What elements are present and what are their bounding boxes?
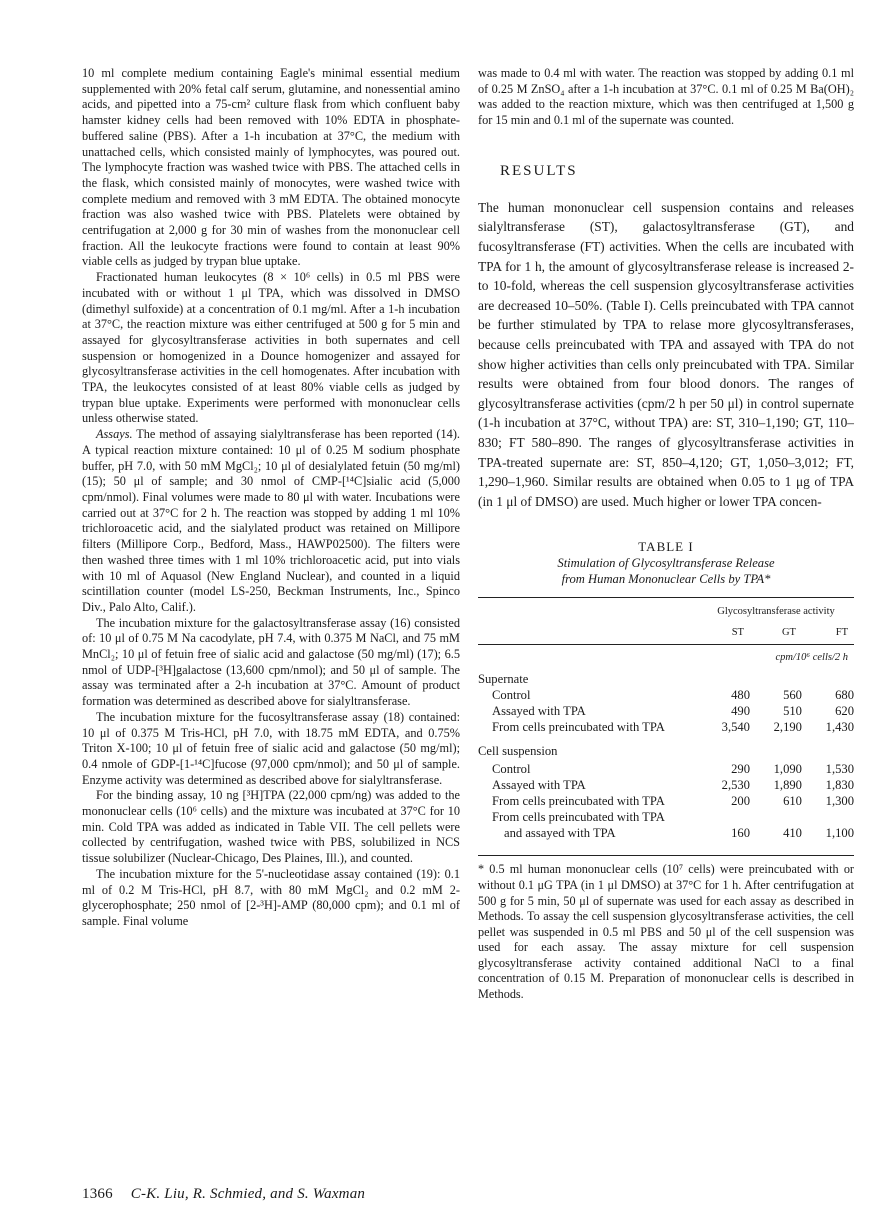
body-paragraph: The incubation mixture for the galactosyltransferase assay (16) consisted of: 10 μl of 0.75 M Na cacodylate, pH 7.4, with 0.375 M NaCl, and 75 mM MnCl₂; 10 μl of fetuin free of sialic acid and galactose (50 mg/ml) (17); 6.5 nmol of UDP-[³H]galactose (13,600 cpm/nmol); and 50 μl of sample. The assay was terminated after a 2-h incubation at 37°C. Amount of product formation was determined as described above for sialyltransferase.	[82, 615, 460, 709]
section-label: Cell suspension	[478, 744, 558, 759]
column-header: FT	[835, 627, 848, 639]
page-number: 1366	[82, 1186, 113, 1202]
table-footnote: * 0.5 ml human mononuclear cells (10⁷ cells) were preincubated with or without 0.1 μG TPA (in 1 μl DMSO) at 37°C for 1 h. After centrifugation at 500 g for 5 min, 50 μl of supernate was used for each assay as described in Methods. To assay the cell suspension glycosyltransferase activities, the cell pellet was suspended in 0.5 ml PBS and 50 μl of the cell suspension was used for each assay. The assay mixture for cell suspension glycosyltransferase activity contained additional NaCl to a final concentration of 0.15 M. Preparation of mononuclear cells is described in Methods.	[478, 855, 854, 1002]
body-paragraph: For the binding assay, 10 ng [³H]TPA (22,000 cpm/ng) was added to the mononuclear cells (10⁶ cells) and the mixture was incubated at 37°C for 10 min. Cold TPA was added as indicated in Table VII. The cell pellets were collected by centrifugation, washed twice with PBS, solubilized in NCS tissue solubilizer (Nuclear-Chicago, Des Plaines, Ill.), and counted.	[82, 788, 460, 866]
page-footer	[82, 1186, 365, 1203]
data-table	[478, 597, 854, 841]
table-row: Control 290 1,090 1,530	[492, 762, 854, 777]
results-paragraph: The human mononuclear cell suspension contains and releases sialyltransferase (ST), galactosyltransferase (GT), and fucosyltransferase (FT) activities. When the cells are incubated with TPA for 1 h, the amount of glycosyltransferase release is increased 2- to 10-fold, whereas the cell suspension glycosyltransferase activities are decreased 10–50%. (Table I). Cells preincubated with TPA cannot be further stimulated by TPA to relase more glycosyltransferases, because cells preincubated with TPA and assayed with TPA do not show higher activities than cells only preincubated with TPA. Similar results were obtained from four blood donors. The ranges of glycosyltransferase activities (cpm/2 h per 50 μl) in control supernate (1-h incubation at 37°C, without TPA) are: ST, 310–1,190; GT, 110–830; FT 580–890. The ranges of glycosyltransferase activities in TPA-treated supernate are: ST, 850–4,120; GT, 1,050–3,012; FT, 1,290–1,960. Similar results are obtained when 0.05 to 1 μg of TPA (in 1 μl of DMSO) are used. Much higher or lower TPA concen-	[478, 199, 854, 509]
table-row: From cells preincubated with TPA 200 610 1,300	[492, 794, 854, 809]
table-caption	[478, 539, 854, 587]
body-paragraph: The incubation mixture for the fucosyltransferase assay (18) contained: 10 μl of 0.375 M Tris-HCl, pH 7.0, with 18.75 mM EDTA, and 0.75% Triton X-100; 10 μl of fetuin free of sialic acid and galactose (50 mg/ml); 0.4 nmole of GDP-[1-¹⁴C]fucose (97,000 cpm/nmol); and 50 μl of sample. Enzyme activity was determined as described above for sialyltransferase.	[82, 709, 460, 787]
table-row: From cells preincubated with TPA	[492, 810, 665, 825]
right-column	[478, 66, 854, 1015]
group-header: Glycosyltransferase activity	[698, 598, 854, 623]
assays-paragraph	[82, 427, 460, 615]
table-label: TABLE I	[638, 539, 694, 555]
table-title-line: from Human Mononuclear Cells by TPA*	[561, 572, 771, 587]
table-row: Control 480 560 680	[492, 688, 854, 703]
table-title-line: Stimulation of Glycosyltransferase Release	[557, 556, 775, 571]
assays-text: The method of assaying sialyltransferase has been reported (14). A typical reaction mixture contained: 10 μl of 0.25 M sodium phosphate buffer, pH 7.0, with 50 mM MgCl₂; 10 μl of desialylated fetuin (50 mg/ml) (15); 50 μl of sample; and 30 nmol of CMP-[¹⁴C]sialic acid (5,000 cpm/nmol). Final volumes were made to 80 μl with water. Incubations were carried out at 37°C for 2 h. The reaction was stopped by adding 1 ml 10% trichloroacetic acid, and the sialylated product was retained on Millipore filters (Millipore Corp., Bedford, Mass., HAWP02500). The filters were then washed three times with 1 ml 10% trichloroacetic acid, put into vials with 10 ml of Aquasol (New England Nuclear), and counted in a liquid scintillation counter (model LS-250, Beckman Instruments, Inc., Spinco Div., Palo Alto, Calif.).	[82, 427, 460, 614]
units-label: cpm/10⁶ cells/2 h	[698, 645, 854, 672]
assays-heading: Assays.	[96, 427, 133, 442]
body-paragraph: The incubation mixture for the 5'-nucleotidase assay contained (19): 0.1 ml of 0.2 M Tris-HCl, pH 8.7, with 80 mM MgCl₂ and 0.2 mM 2-glycerophosphate; 250 nmol of [2-³H]-AMP (80,000 cpm); and 0.1 ml of sample. Final volume	[82, 866, 460, 928]
table-row: Assayed with TPA 2,530 1,890 1,830	[492, 778, 854, 793]
body-paragraph: 10 ml complete medium containing Eagle's minimal essential medium supplemented with 20% fetal calf serum, glutamine, and nonessential amino acids, and pipetted into a 75-cm² culture flask from which confluent baby hamster kidney cells had been removed with 10% EDTA in phosphate-buffered saline (PBS). After a 1-h incubation at 37°C, the medium with unattached cells, which consisted mainly of lymphocytes, was poured out. The lymphocyte fraction was washed twice with PBS. The attached cells in the flask, which consisted mainly of monocytes, were washed twice with complete medium and removed with 3 mM EDTA. The obtained monocyte fraction was also washed twice with PBS. Platelets were obtained by centrifugation at 2,000 g for 30 min of washes from the mononuclear cell fraction. All the leukocyte fractions were found to contain at least 90% viable cells as judged by trypan blue uptake.	[82, 66, 460, 269]
column-header: ST	[731, 627, 744, 639]
section-label: Supernate	[478, 672, 529, 687]
table-row: From cells preincubated with TPA 3,540 2,190 1,430	[492, 720, 854, 735]
table-row: Assayed with TPA 490 510 620	[492, 704, 854, 719]
results-heading: RESULTS	[500, 162, 578, 179]
running-authors: C-K. Liu, R. Schmied, and S. Waxman	[130, 1186, 366, 1202]
table-row: and assayed with TPA 160 410 1,100	[504, 826, 854, 841]
column-header: GT	[781, 627, 796, 639]
body-paragraph: Fractionated human leukocytes (8 × 10⁶ cells) in 0.5 ml PBS were incubated with or without 1 μl TPA, which was dissolved in DMSO (dimethyl sulfoxide) at a concentration of 0.1 mg/ml. After a 1-h incubation at 37°C, the reaction mixture was either centrifuged at 500 g for 5 min and assayed for glycosyltransferase activities in both supernates and cell suspension or homogenized in a Dounce homogenizer and assayed for glycosyltransferase activities in the cell homogenates. After incubation with TPA, the leukocytes consisted of at least 80% viable cells as judged by trypan blue uptake. Experiments were performed with mononuclear cells unless otherwise stated.	[82, 270, 460, 426]
left-column	[82, 66, 460, 930]
body-paragraph: was made to 0.4 ml with water. The reaction was stopped by adding 0.1 ml of 0.25 M ZnSO₄ after a 1-h incubation at 37°C. 0.1 ml of 0.25 M Ba(OH)₂ was added to the reaction mixture, which was then centrifuged at 1,500 g for 15 min and 0.1 ml of the supernate was counted.	[478, 66, 854, 128]
